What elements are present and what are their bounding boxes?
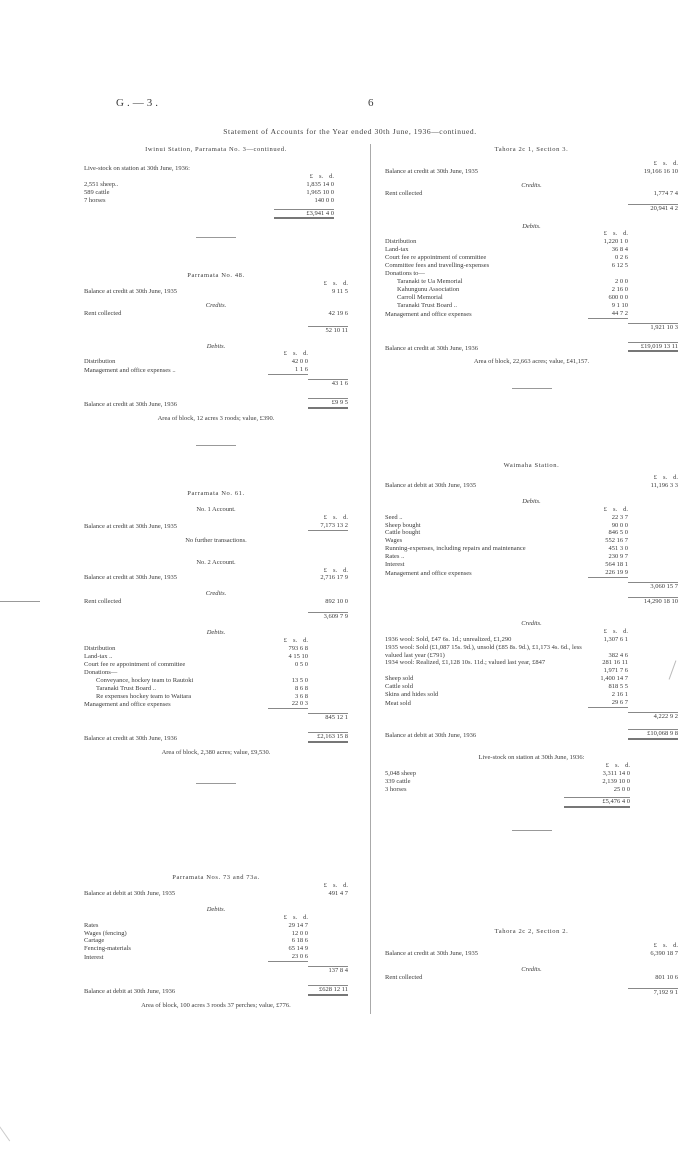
row-amount: 29 6 7: [588, 699, 628, 708]
closing-balance-row: Balance at debit at 30th June, 1936 £628 12 11: [84, 986, 348, 996]
row-amount: 1,835 14 0: [306, 180, 334, 188]
debit-row: [84, 669, 348, 677]
units-row: £ s. d.: [653, 159, 678, 167]
opening-balance-row: Balance at debit at 30th June, 1935 491 4 7: [84, 889, 348, 897]
area-note: Area of block, 2,380 acres; value, £9,530.: [161, 749, 271, 757]
section-title: Tahora 2c 2, Section 2.: [494, 928, 569, 935]
debit-row: [385, 522, 678, 530]
row-label: Committee fees and travelling-expenses: [385, 262, 490, 270]
document-code: G.—3.: [116, 97, 161, 109]
row-label: Interest: [84, 954, 104, 962]
separator: [196, 783, 236, 784]
row-label: Sheep bought: [385, 521, 421, 529]
row-amount: 846 5 0: [608, 529, 628, 537]
row-label: Rates: [84, 921, 99, 929]
area-note: Area of block, 22,663 acres; value, £41,157.: [473, 358, 590, 366]
credit-row: [385, 675, 678, 683]
units-row: £ s. d.: [323, 881, 348, 889]
units-row: £ s. d.: [603, 505, 628, 513]
row-label: Taranaki Trust Board ..: [96, 684, 157, 692]
row-label: Management and office expenses ..: [84, 367, 176, 375]
row-label: Re expenses hockey team to Waitara: [96, 692, 192, 700]
account2-balance-row: Balance at credit at 30th June, 1935 2,716 17 9: [84, 574, 348, 582]
section-tahora-2c2: Tahora 2c 2, Section 2. £ s. d. Balance at credit at 30th June, 1935 6,390 18 7 Credits. Rent collected 801 10 6 7,192 9 1: [385, 928, 678, 996]
row-label: Distribution: [84, 644, 116, 652]
row-label: 1935 wool: Sold (£1,087 15s. 9d.), unsold (£85 8s. 9d.), £1,173 4s. 6d., less valued last year (£791): [385, 643, 582, 659]
sum-row: 14,290 18 10: [385, 597, 678, 606]
row-amount: 8 6 8: [295, 684, 308, 692]
row-label: Running-expenses, including repairs and maintenance: [385, 545, 526, 553]
livestock-row: [385, 778, 678, 786]
row-label: Court fee re appointment of committee: [385, 254, 487, 262]
row-amount: 1,400 14 7: [600, 675, 628, 683]
row-label: Sheep sold: [385, 675, 414, 683]
opening-balance-row: Balance at credit at 30th June, 1935 9 11 5: [84, 287, 348, 295]
debit-row: [385, 286, 678, 294]
debit-row: [385, 310, 678, 319]
debit-list: [84, 358, 348, 375]
sum-row: 52 10 11: [84, 326, 348, 335]
credit-row: [385, 691, 678, 699]
row-amount: 793 6 8: [288, 644, 308, 652]
credit-list: [385, 636, 678, 708]
debit-row: [385, 254, 678, 262]
debit-total-row: 137 8 4: [84, 966, 348, 975]
livestock-row: [84, 181, 348, 189]
row-label: Land-tax: [385, 246, 409, 254]
debit-row: [385, 294, 678, 302]
section-title: Waimaha Station.: [503, 462, 560, 469]
section-title: Parramata No. 61.: [187, 490, 245, 497]
area-note: Area of block, 12 acres 3 roods; value, £390.: [157, 415, 275, 423]
row-amount: 382 4 6: [608, 651, 628, 659]
credit-row: [385, 636, 678, 644]
debit-row: [84, 700, 348, 709]
row-label: Fencing-materials: [84, 945, 131, 953]
livestock-title: Live-stock on station at 30th June, 1936:: [478, 753, 585, 761]
row-amount: 12 0 0: [291, 929, 308, 937]
debit-row: [385, 537, 678, 545]
debit-list: [84, 645, 348, 709]
row-amount: 140 0 0: [314, 196, 334, 204]
debit-row: [385, 246, 678, 254]
row-amount: 564 18 1: [605, 561, 628, 569]
debit-row: [84, 953, 348, 962]
row-label: Land-tax ..: [84, 652, 113, 660]
row-label: Distribution: [84, 358, 116, 366]
debit-row: [385, 514, 678, 522]
debit-row: [385, 302, 678, 310]
row-label: Taranaki Trust Board ..: [397, 301, 458, 309]
margin-mark: [0, 601, 40, 602]
row-label: Wages: [385, 537, 403, 545]
account1-balance-row: Balance at credit at 30th June, 1935 7,173 13 2: [84, 521, 348, 530]
row-label: Meat sold: [385, 700, 411, 708]
row-label: Donations—: [84, 668, 118, 676]
section-parramata-73: Parramata Nos. 73 and 73a. £ s. d. Balance at debit at 30th June, 1935 491 4 7 Debits. £ s. d. Rates 29 14 7 Wages (fencing) 12 0 0 Cartage 6 18 6 Fencing-materials 65 14 9 Interest 23 0 6 137 8 4 Balance at debit at 30th June, 1936 £628 12 11 Area of block, 100 acres 3 roods 37 perches; value, £776.: [84, 874, 348, 1010]
livestock-total: £3,941 4 0: [274, 209, 334, 220]
row-amount: 2 0 0: [615, 277, 628, 285]
row-amount: 600 0 0: [608, 293, 628, 301]
debit-row: [385, 529, 678, 537]
credit-total-row: 4,222 9 2: [385, 712, 678, 721]
debit-row: [385, 569, 678, 578]
units-row: £ s. d.: [603, 230, 628, 238]
debit-row: [84, 358, 348, 366]
row-amount: 6 18 6: [291, 937, 308, 945]
page-number: 6: [368, 97, 374, 109]
row-amount: 0 2 6: [615, 254, 628, 262]
page-title: Statement of Accounts for the Year ended 30th June, 1936—continued.: [223, 127, 477, 136]
units-row: £ s. d.: [653, 473, 678, 481]
row-amount: 230 9 7: [608, 553, 628, 561]
row-label: Management and office expenses: [385, 310, 472, 318]
section-tahora-2c1: Tahora 2c 1, Section 3. £ s. d. Balance at credit at 30th June, 1935 19,166 16 10 Credits. Rent collected 1,774 7 4 20,941 4 2 Debits. £ s. d. Distribution 1,220 1 0 Land-tax 36 8 4 Court fee re appointment of committee 0 2 6 Committee fees and travelling-expenses 6 12 5 Donations to— Taranaki te Ua Memorial 2 0 0 Kahungunu Association 2 16 0 Carroll Memorial 600 0 0 Taranaki Trust Board .. 9 1 10 Management and office expenses 44 7 2 1,921 10 3 Balance at credit at 30th June, 1936 £19,019 13 11 Area of block, 22,663 acres; value, £41,157.: [385, 146, 678, 389]
debit-row: [385, 561, 678, 569]
row-label: Distribution: [385, 238, 417, 246]
row-label: Cattle bought: [385, 529, 421, 537]
row-amount: 42 0 0: [291, 358, 308, 366]
livestock-row: [385, 770, 678, 778]
credit-row: [385, 683, 678, 691]
debit-row: [84, 945, 348, 953]
units-row: £ s. d.: [323, 513, 348, 521]
row-amount: 1,965 10 0: [306, 188, 334, 196]
credit-row: [385, 659, 678, 667]
row-label: Court fee re appointment of committee: [84, 660, 186, 668]
debit-row: [84, 366, 348, 375]
row-amount: 29 14 7: [288, 921, 308, 929]
separator: [196, 445, 236, 446]
column-divider: [370, 144, 371, 1014]
debit-row: [84, 653, 348, 661]
debit-row: [385, 270, 678, 278]
debit-row: [84, 645, 348, 653]
livestock-list: [84, 181, 348, 205]
row-amount: 36 8 4: [611, 246, 628, 254]
debit-row: [84, 661, 348, 669]
row-amount: 6 12 5: [611, 262, 628, 270]
row-amount: 2 16 0: [611, 285, 628, 293]
units-row: £ s. d.: [653, 941, 678, 949]
sum-row: 7,192 9 1: [385, 988, 678, 997]
livestock-total-row: £5,476 4 0: [385, 797, 678, 808]
debit-list: [385, 238, 678, 318]
separator: [512, 830, 552, 831]
opening-balance-row: Balance at credit at 30th June, 1935 6,390 18 7: [385, 949, 678, 957]
row-label: Cattle sold: [385, 683, 413, 691]
credit-row: [385, 667, 678, 675]
livestock-list: [385, 770, 678, 794]
units-row: £ s. d.: [603, 627, 628, 635]
closing-balance-row: Balance at credit at 30th June, 1936 £2,163 15 8: [84, 733, 348, 743]
debit-row: [385, 553, 678, 561]
separator: [196, 237, 236, 238]
debit-list: [385, 514, 678, 578]
row-amount: 1,220 1 0: [603, 238, 628, 246]
section-title: Parramata Nos. 73 and 73a.: [172, 874, 260, 881]
closing-balance-row: Balance at credit at 30th June, 1936 £9 9 5: [84, 399, 348, 409]
livestock-row: [385, 786, 678, 794]
row-amount: 0 5 0: [295, 660, 308, 668]
debit-total-row: 1,921 10 3: [385, 323, 678, 332]
units-row: £ s. d.: [283, 350, 308, 358]
units-row: £ s. d.: [283, 637, 308, 645]
livestock-row: [84, 189, 348, 197]
closing-balance-row: Balance at debit at 30th June, 1936 £10,068 9 8: [385, 729, 678, 739]
corner-mark: [0, 1115, 24, 1142]
row-amount: 25 0 0: [613, 785, 630, 793]
row-label: 3 horses: [385, 785, 407, 793]
debit-row: [84, 922, 348, 930]
credit-row: [385, 699, 678, 708]
area-note: Area of block, 100 acres 3 roods 37 perches; value, £776.: [141, 1002, 291, 1010]
section-title: Tahora 2c 1, Section 3.: [494, 146, 569, 153]
debit-row: [385, 262, 678, 270]
row-amount: 1 1 6: [268, 366, 308, 375]
rent-row: Rent collected 892 10 0: [84, 598, 348, 606]
separator: [512, 388, 552, 389]
row-label: Conveyance, hockey team to Rautoki: [96, 676, 194, 684]
closing-balance-row: Balance at credit at 30th June, 1936 £19,019 13 11: [385, 342, 678, 352]
units-row: £ s. d.: [309, 172, 334, 180]
rent-row: Rent collected 42 19 6: [84, 309, 348, 317]
opening-balance-row: Balance at credit at 30th June, 1935 19,166 16 10: [385, 167, 678, 175]
row-amount: 1,971 7 6: [603, 667, 628, 675]
livestock-title: Live-stock on station at 30th June, 1936:: [84, 164, 190, 172]
row-label: 7 horses: [84, 196, 106, 204]
section-waimaha: Waimaha Station. £ s. d. Balance at debit at 30th June, 1935 11,196 3 3 Debits. £ s. d. Seed .. 22 3 7 Sheep bought 90 0 0 Cattle bought 846 5 0 Wages 552 16 7 Running-expenses, including repairs and maintenance 451 3 0 Rates .. 230 9 7 Interest 564 18 1 Management and office expenses 226 19 9 3,060 15 7 14,290 18 10 Credits. £ s. d. 1936 wool: Sold, £47 6s. 1d.; unrealized, £1,290 1,307 6 1 1935 wool: Sold (£1,087 15s. 9d.), unsold (£85 8s. 9d.), £1,173 4s. 6d., less valued last year (£791) 382 4 6 1934 wool: Realized, £1,128 10s. 11d.; valued last year, £847 281 16 11 1,971 7 6 Sheep sold 1,400 14 7 Cattle sold 818 5 5 Skins and hides sold 2 16 1 Meat sold 29 6 7 4,222 9 2 Balance at debit at 30th June, 1936 £10,068 9 8 Live-stock on station at 30th June, 1936: £ s. d. 5,048 sheep 3,311 14 0 339 cattle 2,139 10 0 3 horses 25 0 0 £5,476 4 0: [385, 462, 678, 831]
row-label: Management and office expenses: [84, 701, 171, 709]
units-row: £ s. d.: [323, 279, 348, 287]
section-parramata-61: Parramata No. 61. No. 1 Account. £ s. d. Balance at credit at 30th June, 1935 7,173 13 2 No further transactions. No. 2 Account. £ s. d. Balance at credit at 30th June, 1935 2,716 17 9 Credits. Rent collected 892 10 0 3,609 7 9 Debits. £ s. d. Distribution 793 6 8 Land-tax .. 4 15 10 Court fee re appointment of committee 0 5 0 Donations— Conveyance, hockey team to Rautoki 13 5 0 Taranaki Trust Board .. 8 6 8 Re expenses hockey team to Waitara 3 6 8 Management and office expenses 22 0 3 845 12 1 Balance at credit at 30th June, 1936 £2,163 15 8 Area of block, 2,380 acres; value, £9,530.: [84, 490, 348, 784]
sum-row: 3,609 7 9: [84, 612, 348, 621]
row-label: Cartage: [84, 937, 105, 945]
row-amount: 22 3 7: [611, 513, 628, 521]
row-label: Rates ..: [385, 553, 405, 561]
row-amount: 2 16 1: [611, 691, 628, 699]
row-label: 1936 wool: Sold, £47 6s. 1d.; unrealized, £1,290: [385, 635, 512, 643]
row-label: Interest: [385, 561, 405, 569]
rent-row: Rent collected 1,774 7 4: [385, 189, 678, 197]
row-amount: 451 3 0: [608, 545, 628, 553]
sum-row: 20,941 4 2: [385, 204, 678, 213]
debit-list: [84, 922, 348, 963]
row-label: Donations to—: [385, 270, 425, 278]
debit-row: [84, 677, 348, 685]
row-amount: 65 14 9: [288, 945, 308, 953]
row-label: Wages (fencing): [84, 929, 127, 937]
livestock-row: [84, 197, 348, 205]
row-amount: 13 5 0: [291, 676, 308, 684]
row-amount: 22 0 3: [268, 700, 308, 709]
row-amount: 44 7 2: [588, 310, 628, 319]
row-amount: 23 0 6: [268, 953, 308, 962]
row-amount: 2,139 10 0: [602, 777, 630, 785]
debit-row: [385, 278, 678, 286]
units-row: £ s. d.: [323, 566, 348, 574]
row-amount: 226 19 9: [588, 569, 628, 578]
row-amount: 3 6 8: [295, 692, 308, 700]
row-label: 1934 wool: Realized, £1,128 10s. 11d.; valued last year, £847: [385, 659, 546, 667]
section-title: Iwinui Station, Parramata No. 3—continued.: [145, 146, 287, 153]
debit-row: [84, 937, 348, 945]
row-label: Management and office expenses: [385, 570, 472, 578]
row-amount: 4 15 10: [288, 652, 308, 660]
debit-row: [84, 685, 348, 693]
debit-row: [385, 238, 678, 246]
debit-row: [84, 930, 348, 938]
row-amount: 3,311 14 0: [602, 769, 630, 777]
row-amount: 818 5 5: [608, 683, 628, 691]
livestock-total-row: [84, 209, 348, 220]
row-amount: 1,307 6 1: [603, 635, 628, 643]
row-label: Taranaki te Ua Memorial: [397, 277, 463, 285]
debit-total-row: 43 1 6: [84, 379, 348, 388]
row-label: 5,048 sheep: [385, 769, 417, 777]
row-amount: 281 16 11: [602, 659, 628, 667]
rent-row: Rent collected 801 10 6: [385, 973, 678, 981]
opening-balance-row: Balance at debit at 30th June, 1935 11,196 3 3: [385, 481, 678, 489]
credit-row: [385, 644, 678, 660]
row-label: Kahungunu Association: [397, 285, 460, 293]
row-label: 339 cattle: [385, 777, 411, 785]
section-iwinui: [84, 146, 348, 238]
section-title: Parramata No. 48.: [187, 272, 245, 279]
row-amount: 90 0 0: [611, 521, 628, 529]
debit-row: [385, 545, 678, 553]
row-label: 589 cattle: [84, 188, 110, 196]
row-label: Skins and hides sold: [385, 691, 439, 699]
debit-total-row: 3,060 15 7: [385, 582, 678, 591]
units-row: £ s. d.: [283, 913, 308, 921]
debit-row: [84, 693, 348, 701]
row-amount: 9 1 10: [611, 301, 628, 309]
row-label: 2,551 sheep..: [84, 180, 119, 188]
row-label: Carroll Memorial: [397, 293, 443, 301]
debit-total-row: 845 12 1: [84, 713, 348, 722]
row-amount: 552 16 7: [605, 537, 628, 545]
section-parramata-48: Parramata No. 48. £ s. d. Balance at credit at 30th June, 1935 9 11 5 Credits. Rent collected 42 19 6 52 10 11 Debits. £ s. d. Distribution 42 0 0 Management and office expenses .. 1 1 6 43 1 6 Balance at credit at 30th June, 1936 £9 9 5 Area of block, 12 acres 3 roods; value, £390.: [84, 272, 348, 446]
row-label: Seed ..: [385, 513, 403, 521]
units-row: £ s. d.: [605, 761, 630, 769]
